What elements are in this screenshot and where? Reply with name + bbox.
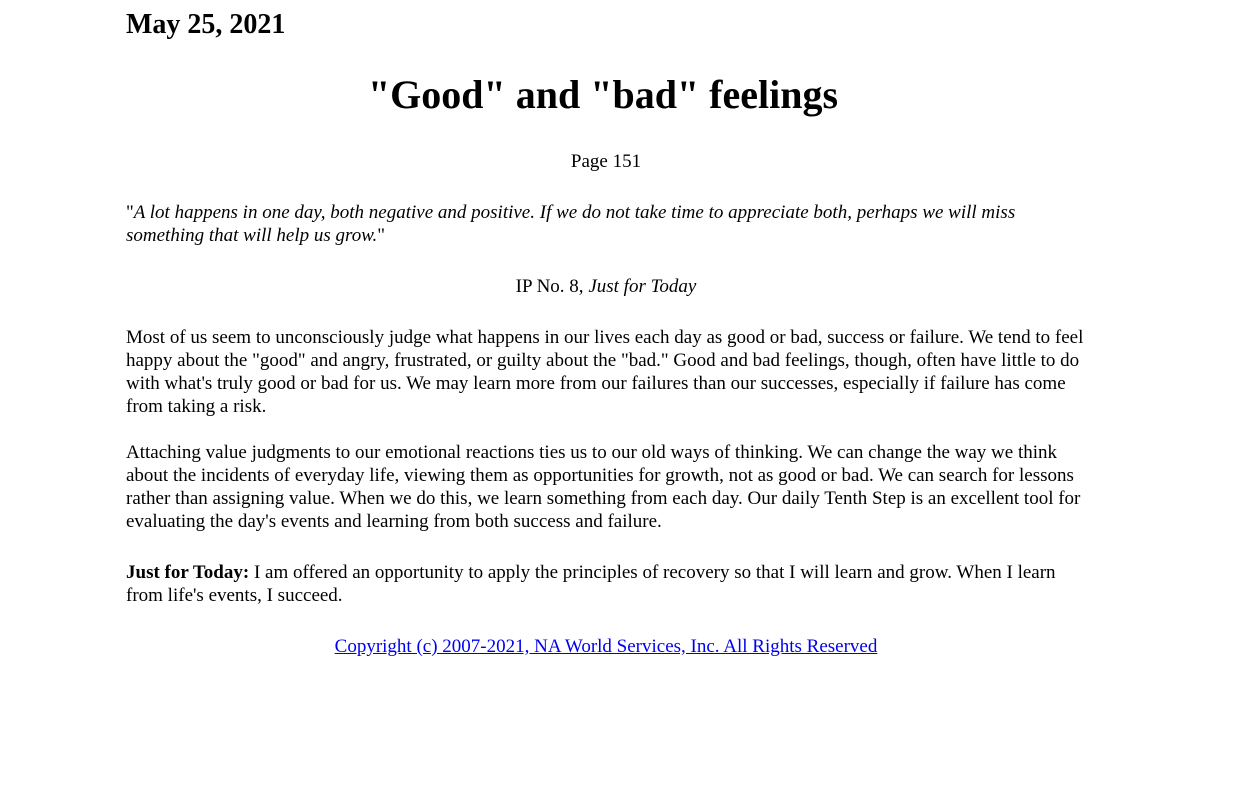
quote-close-mark: " — [377, 225, 385, 246]
content — [126, 150, 1086, 658]
just-for-today — [126, 561, 1086, 607]
source-title: Just for Today — [588, 276, 697, 297]
quote-source — [126, 275, 1086, 298]
copyright — [126, 635, 1086, 658]
quote-open-mark: " — [126, 202, 134, 223]
body-paragraph-2: Attaching value judgments to our emotional reactions ties us to our old ways of thinking. We can change the way we think about the incidents of everyday life, viewing them as opportunities for growth, not as good or bad. We can search for lessons rather than assigning value. When we do this, we learn something from each day. Our daily Tenth Step is an excellent tool for evaluating the day's events and learning from both success and failure. — [126, 442, 1081, 532]
quote — [126, 201, 1086, 247]
source-prefix: IP No. 8, — [515, 276, 589, 297]
body-paragraph-1: Most of us seem to unconsciously judge what happens in our lives each day as good or bad, success or failure. We tend to feel happy about the "good" and angry, frustrated, or guilty about the "bad." Good and bad feelings, though, often have little to do with what's truly good or bad for us. We may learn more from our failures than our successes, especially if failure has come from taking a risk. — [126, 327, 1084, 417]
page-title: "Good" and "bad" feelings — [367, 72, 839, 117]
date-heading: May 25, 2021 — [126, 9, 286, 40]
just-for-today-text: I am offered an opportunity to apply the principles of recovery so that I will learn and grow. When I learn from life's events, I succeed. — [126, 562, 1056, 606]
copyright-link[interactable]: Copyright (c) 2007-2021, NA World Services, Inc. All Rights Reserved — [334, 636, 878, 657]
quote-text: A lot happens in one day, both negative and positive. If we do not take time to appreciate both, perhaps we will miss something that will help us grow. — [126, 202, 1016, 246]
just-for-today-label: Just for Today: — [126, 562, 250, 583]
page-reference: Page 151 — [570, 151, 642, 172]
